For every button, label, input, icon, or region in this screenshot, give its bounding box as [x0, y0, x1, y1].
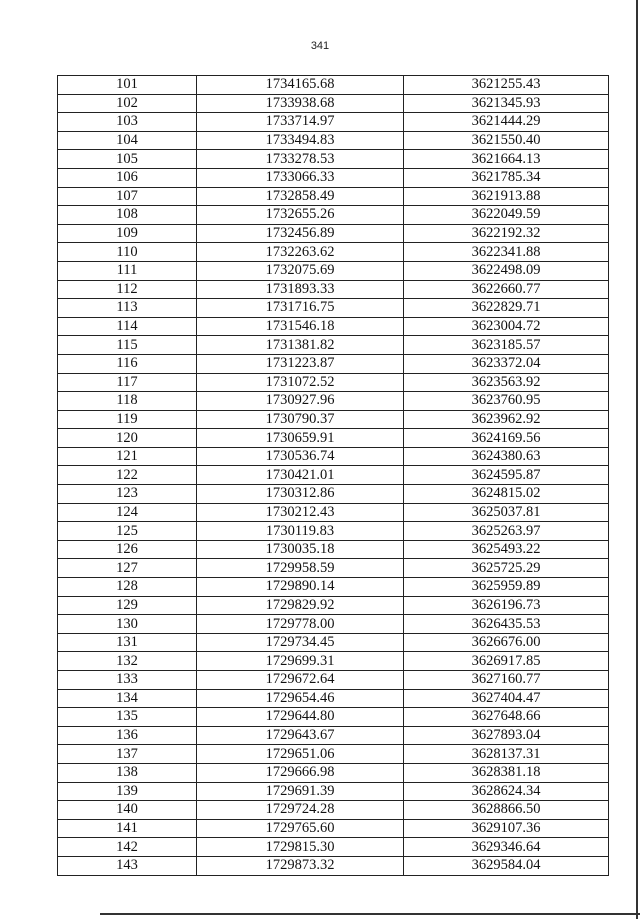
- y-coordinate-cell: 3621444.29: [404, 113, 609, 132]
- y-coordinate-cell: 3625493.22: [404, 540, 609, 559]
- y-coordinate-cell: 3621913.88: [404, 187, 609, 206]
- table-row: [58, 559, 609, 578]
- table-row: [58, 150, 609, 169]
- point-number-cell: 128: [58, 578, 197, 597]
- y-coordinate-cell: 3628624.34: [404, 782, 609, 801]
- x-coordinate-cell: 1732858.49: [197, 187, 404, 206]
- y-coordinate-cell: 3629107.36: [404, 819, 609, 838]
- table-row: [58, 299, 609, 318]
- y-coordinate-cell: 3621785.34: [404, 168, 609, 187]
- y-coordinate-cell: 3623563.92: [404, 373, 609, 392]
- x-coordinate-cell: 1729734.45: [197, 633, 404, 652]
- y-coordinate-cell: 3625263.97: [404, 522, 609, 541]
- y-coordinate-cell: 3624380.63: [404, 447, 609, 466]
- table-row: [58, 745, 609, 764]
- table-row: [58, 261, 609, 280]
- table-row: [58, 94, 609, 113]
- y-coordinate-cell: 3628866.50: [404, 801, 609, 820]
- x-coordinate-cell: 1729666.98: [197, 763, 404, 782]
- y-coordinate-cell: 3625725.29: [404, 559, 609, 578]
- point-number-cell: 108: [58, 206, 197, 225]
- x-coordinate-cell: 1729724.28: [197, 801, 404, 820]
- x-coordinate-cell: 1729890.14: [197, 578, 404, 597]
- y-coordinate-cell: 3622049.59: [404, 206, 609, 225]
- point-number-cell: 107: [58, 187, 197, 206]
- table-row: [58, 671, 609, 690]
- y-coordinate-cell: 3625037.81: [404, 503, 609, 522]
- table-row: [58, 801, 609, 820]
- y-coordinate-cell: 3627648.66: [404, 708, 609, 727]
- y-coordinate-cell: 3623185.57: [404, 336, 609, 355]
- y-coordinate-cell: 3623372.04: [404, 354, 609, 373]
- table-row: [58, 280, 609, 299]
- y-coordinate-cell: 3622660.77: [404, 280, 609, 299]
- table-row: [58, 76, 609, 95]
- x-coordinate-cell: 1729644.80: [197, 708, 404, 727]
- point-number-cell: 130: [58, 615, 197, 634]
- y-coordinate-cell: 3626917.85: [404, 652, 609, 671]
- table-row: [58, 336, 609, 355]
- point-number-cell: 132: [58, 652, 197, 671]
- point-number-cell: 125: [58, 522, 197, 541]
- y-coordinate-cell: 3622192.32: [404, 224, 609, 243]
- table-row: [58, 429, 609, 448]
- point-number-cell: 112: [58, 280, 197, 299]
- point-number-cell: 141: [58, 819, 197, 838]
- y-coordinate-cell: 3627893.04: [404, 726, 609, 745]
- y-coordinate-cell: 3623004.72: [404, 317, 609, 336]
- point-number-cell: 136: [58, 726, 197, 745]
- point-number-cell: 142: [58, 838, 197, 857]
- point-number-cell: 122: [58, 466, 197, 485]
- table-row: [58, 168, 609, 187]
- point-number-cell: 115: [58, 336, 197, 355]
- x-coordinate-cell: 1730421.01: [197, 466, 404, 485]
- point-number-cell: 118: [58, 392, 197, 411]
- table-row: [58, 856, 609, 875]
- x-coordinate-cell: 1733278.53: [197, 150, 404, 169]
- point-number-cell: 124: [58, 503, 197, 522]
- table-row: [58, 708, 609, 727]
- y-coordinate-cell: 3621550.40: [404, 131, 609, 150]
- point-number-cell: 131: [58, 633, 197, 652]
- table-row: [58, 540, 609, 559]
- table-row: [58, 763, 609, 782]
- x-coordinate-cell: 1730035.18: [197, 540, 404, 559]
- point-number-cell: 135: [58, 708, 197, 727]
- table-row: [58, 615, 609, 634]
- x-coordinate-cell: 1731546.18: [197, 317, 404, 336]
- x-coordinate-cell: 1732655.26: [197, 206, 404, 225]
- x-coordinate-cell: 1729691.39: [197, 782, 404, 801]
- table-row: [58, 652, 609, 671]
- point-number-cell: 111: [58, 261, 197, 280]
- point-number-cell: 123: [58, 485, 197, 504]
- point-number-cell: 120: [58, 429, 197, 448]
- x-coordinate-cell: 1729815.30: [197, 838, 404, 857]
- y-coordinate-cell: 3625959.89: [404, 578, 609, 597]
- coordinates-table-body: [58, 76, 609, 876]
- x-coordinate-cell: 1729958.59: [197, 559, 404, 578]
- y-coordinate-cell: 3622341.88: [404, 243, 609, 262]
- y-coordinate-cell: 3628137.31: [404, 745, 609, 764]
- table-row: [58, 410, 609, 429]
- x-coordinate-cell: 1732263.62: [197, 243, 404, 262]
- scan-border-bottom: [100, 913, 640, 915]
- table-row: [58, 206, 609, 225]
- y-coordinate-cell: 3627404.47: [404, 689, 609, 708]
- x-coordinate-cell: 1732075.69: [197, 261, 404, 280]
- y-coordinate-cell: 3621664.13: [404, 150, 609, 169]
- table-row: [58, 689, 609, 708]
- x-coordinate-cell: 1729765.60: [197, 819, 404, 838]
- table-row: [58, 187, 609, 206]
- table-row: [58, 596, 609, 615]
- table-row: [58, 726, 609, 745]
- table-row: [58, 578, 609, 597]
- y-coordinate-cell: 3629346.64: [404, 838, 609, 857]
- x-coordinate-cell: 1732456.89: [197, 224, 404, 243]
- x-coordinate-cell: 1731893.33: [197, 280, 404, 299]
- table-row: [58, 633, 609, 652]
- table-row: [58, 782, 609, 801]
- point-number-cell: 106: [58, 168, 197, 187]
- point-number-cell: 105: [58, 150, 197, 169]
- y-coordinate-cell: 3624169.56: [404, 429, 609, 448]
- x-coordinate-cell: 1729654.46: [197, 689, 404, 708]
- y-coordinate-cell: 3622829.71: [404, 299, 609, 318]
- x-coordinate-cell: 1733938.68: [197, 94, 404, 113]
- y-coordinate-cell: 3628381.18: [404, 763, 609, 782]
- x-coordinate-cell: 1729672.64: [197, 671, 404, 690]
- x-coordinate-cell: 1730212.43: [197, 503, 404, 522]
- x-coordinate-cell: 1733714.97: [197, 113, 404, 132]
- coordinates-table: [57, 75, 609, 876]
- point-number-cell: 119: [58, 410, 197, 429]
- point-number-cell: 139: [58, 782, 197, 801]
- point-number-cell: 134: [58, 689, 197, 708]
- table-row: [58, 113, 609, 132]
- table-row: [58, 447, 609, 466]
- table-row: [58, 503, 609, 522]
- table-row: [58, 354, 609, 373]
- point-number-cell: 102: [58, 94, 197, 113]
- x-coordinate-cell: 1731072.52: [197, 373, 404, 392]
- y-coordinate-cell: 3622498.09: [404, 261, 609, 280]
- y-coordinate-cell: 3623962.92: [404, 410, 609, 429]
- y-coordinate-cell: 3621345.93: [404, 94, 609, 113]
- table-row: [58, 485, 609, 504]
- table-row: [58, 317, 609, 336]
- x-coordinate-cell: 1731223.87: [197, 354, 404, 373]
- point-number-cell: 104: [58, 131, 197, 150]
- table-row: [58, 392, 609, 411]
- y-coordinate-cell: 3621255.43: [404, 76, 609, 95]
- x-coordinate-cell: 1731381.82: [197, 336, 404, 355]
- x-coordinate-cell: 1734165.68: [197, 76, 404, 95]
- y-coordinate-cell: 3626435.53: [404, 615, 609, 634]
- x-coordinate-cell: 1730659.91: [197, 429, 404, 448]
- y-coordinate-cell: 3627160.77: [404, 671, 609, 690]
- table-row: [58, 373, 609, 392]
- scan-border-right: [636, 0, 638, 919]
- point-number-cell: 117: [58, 373, 197, 392]
- point-number-cell: 113: [58, 299, 197, 318]
- table-row: [58, 243, 609, 262]
- x-coordinate-cell: 1729651.06: [197, 745, 404, 764]
- x-coordinate-cell: 1733494.83: [197, 131, 404, 150]
- point-number-cell: 127: [58, 559, 197, 578]
- x-coordinate-cell: 1730790.37: [197, 410, 404, 429]
- point-number-cell: 137: [58, 745, 197, 764]
- point-number-cell: 110: [58, 243, 197, 262]
- x-coordinate-cell: 1730927.96: [197, 392, 404, 411]
- x-coordinate-cell: 1730312.86: [197, 485, 404, 504]
- x-coordinate-cell: 1730536.74: [197, 447, 404, 466]
- point-number-cell: 126: [58, 540, 197, 559]
- y-coordinate-cell: 3624815.02: [404, 485, 609, 504]
- point-number-cell: 114: [58, 317, 197, 336]
- page-number: 341: [310, 40, 330, 52]
- y-coordinate-cell: 3624595.87: [404, 466, 609, 485]
- x-coordinate-cell: 1733066.33: [197, 168, 404, 187]
- point-number-cell: 133: [58, 671, 197, 690]
- y-coordinate-cell: 3626676.00: [404, 633, 609, 652]
- point-number-cell: 116: [58, 354, 197, 373]
- table-row: [58, 131, 609, 150]
- x-coordinate-cell: 1730119.83: [197, 522, 404, 541]
- point-number-cell: 143: [58, 856, 197, 875]
- point-number-cell: 140: [58, 801, 197, 820]
- x-coordinate-cell: 1729643.67: [197, 726, 404, 745]
- x-coordinate-cell: 1729699.31: [197, 652, 404, 671]
- table-row: [58, 838, 609, 857]
- x-coordinate-cell: 1729778.00: [197, 615, 404, 634]
- point-number-cell: 101: [58, 76, 197, 95]
- y-coordinate-cell: 3626196.73: [404, 596, 609, 615]
- point-number-cell: 103: [58, 113, 197, 132]
- table-row: [58, 819, 609, 838]
- y-coordinate-cell: 3629584.04: [404, 856, 609, 875]
- x-coordinate-cell: 1729873.32: [197, 856, 404, 875]
- table-row: [58, 224, 609, 243]
- table-row: [58, 466, 609, 485]
- point-number-cell: 109: [58, 224, 197, 243]
- x-coordinate-cell: 1729829.92: [197, 596, 404, 615]
- y-coordinate-cell: 3623760.95: [404, 392, 609, 411]
- point-number-cell: 129: [58, 596, 197, 615]
- x-coordinate-cell: 1731716.75: [197, 299, 404, 318]
- point-number-cell: 121: [58, 447, 197, 466]
- table-row: [58, 522, 609, 541]
- point-number-cell: 138: [58, 763, 197, 782]
